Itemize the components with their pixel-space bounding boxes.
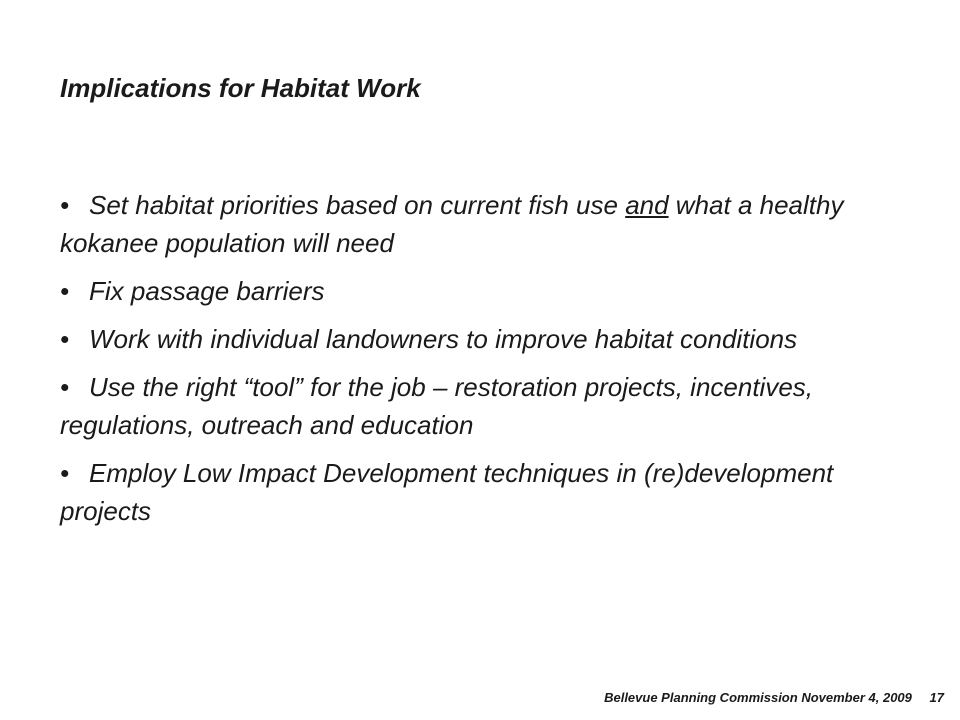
bullet-item xyxy=(60,454,920,530)
slide-title: Implications for Habitat Work xyxy=(60,73,421,103)
bullet-item xyxy=(60,320,920,358)
bullet-text-before: Set habitat priorities based on current fish use xyxy=(89,190,626,220)
bullet-text-after: what a healthy kokanee population will need xyxy=(60,190,844,258)
footer-organization: Bellevue Planning Commission xyxy=(604,690,798,705)
bullet-text: Fix passage barriers xyxy=(89,276,325,306)
footer-date: November 4, 2009 xyxy=(801,690,912,705)
bullet-icon: • xyxy=(60,372,70,402)
bullet-text: Use the right “tool” for the job – restoration projects, incentives, regulations, outreach and education xyxy=(60,372,814,440)
bullet-icon: • xyxy=(60,276,70,306)
bullet-text: Work with individual landowners to improve habitat conditions xyxy=(89,324,798,354)
page-number: 17 xyxy=(929,690,944,705)
bullet-icon: • xyxy=(60,324,70,354)
bullet-item xyxy=(60,186,920,262)
bullet-item xyxy=(60,368,920,444)
bullet-text-underlined: and xyxy=(625,190,669,220)
bullet-list xyxy=(60,186,920,540)
bullet-item xyxy=(60,272,920,310)
bullet-text: Employ Low Impact Development techniques in (re)development projects xyxy=(60,458,834,526)
bullet-icon: • xyxy=(60,190,70,220)
slide-footer xyxy=(604,690,944,705)
bullet-icon: • xyxy=(60,458,70,488)
